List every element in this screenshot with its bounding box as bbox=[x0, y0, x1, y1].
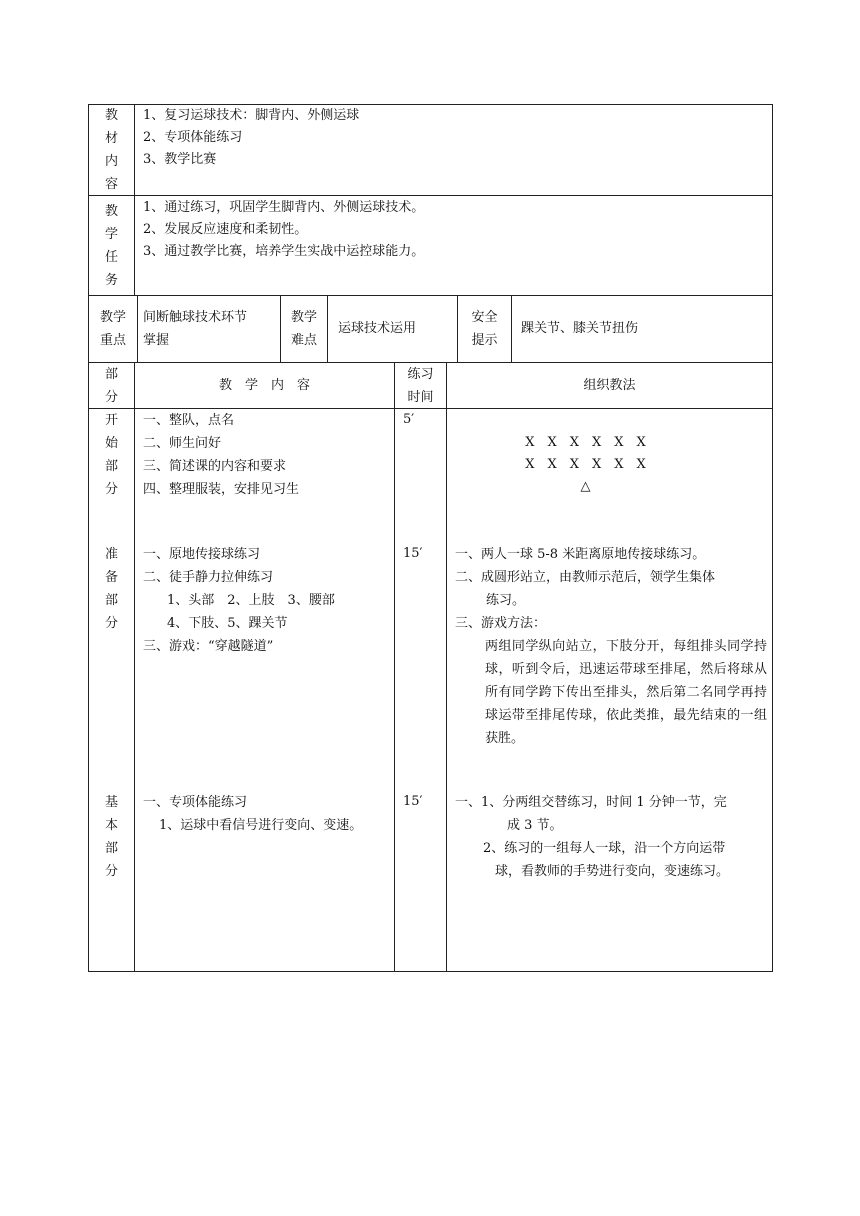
start-label bbox=[89, 409, 134, 501]
label-char: 分 bbox=[104, 864, 118, 879]
start-time: 5′ bbox=[403, 412, 415, 427]
content-item: 四、整理服装，安排见习生 bbox=[143, 482, 300, 497]
safety-value: 踝关节、膝关节扭伤 bbox=[521, 321, 639, 336]
materials-item: 3、教学比赛 bbox=[143, 152, 217, 167]
content-item: 三、简述课的内容和要求 bbox=[143, 459, 287, 474]
label-char: 备 bbox=[104, 570, 118, 585]
focus-label bbox=[89, 306, 137, 352]
content-subitem: 1、头部 2、上肢 3、腰部 bbox=[167, 593, 335, 608]
label-char: 容 bbox=[104, 177, 118, 192]
materials-item: 2、专项体能练习 bbox=[143, 130, 243, 145]
materials-list bbox=[143, 105, 359, 171]
label-char: 本 bbox=[104, 818, 118, 833]
materials-item: 1、复习运球技术：脚背内、外侧运球 bbox=[143, 108, 360, 123]
method-item: 二、成圆形站立，由教师示范后，领学生集体 bbox=[455, 570, 716, 585]
col-line bbox=[511, 295, 512, 363]
tasks-list bbox=[143, 197, 424, 263]
difficulty-value: 运球技术运用 bbox=[338, 321, 417, 336]
content-item: 二、师生问好 bbox=[143, 436, 222, 451]
label-char: 教 bbox=[104, 108, 118, 123]
prep-time: 15′ bbox=[403, 546, 423, 561]
label-char: 基 bbox=[104, 795, 118, 810]
prep-method bbox=[455, 543, 715, 635]
prep-label bbox=[89, 543, 134, 635]
tasks-item: 3、通过教学比赛，培养学生实战中运控球能力。 bbox=[143, 244, 425, 259]
content-subitem: 4、下肢、5、踝关节 bbox=[167, 616, 288, 631]
tasks-item: 2、发展反应速度和柔韧性。 bbox=[143, 222, 308, 237]
formation-row: X X X X X X bbox=[525, 457, 646, 472]
row-line bbox=[88, 195, 773, 196]
label-char: 部 bbox=[104, 841, 118, 856]
basic-label bbox=[89, 791, 134, 883]
difficulty-label bbox=[281, 306, 327, 352]
label-char: 部 bbox=[104, 593, 118, 608]
method-item: 一、1、分两组交替练习，时间 1 分钟一节，完 bbox=[455, 795, 727, 810]
start-content bbox=[143, 409, 299, 501]
col-line bbox=[137, 295, 138, 363]
content-item: 一、原地传接球练习 bbox=[143, 547, 261, 562]
header-method: 组织教法 bbox=[583, 378, 636, 393]
content-subitem: 1、运球中看信号进行变向、变速。 bbox=[159, 818, 363, 833]
label-line: 练习 bbox=[407, 367, 434, 382]
col-line bbox=[394, 362, 395, 972]
col-line bbox=[134, 362, 135, 972]
label-char: 教 bbox=[104, 204, 118, 219]
label-char: 始 bbox=[104, 436, 118, 451]
value-line: 间断触球技术环节 bbox=[143, 310, 248, 325]
method-item: 三、游戏方法： bbox=[455, 616, 547, 631]
label-char: 分 bbox=[104, 390, 118, 405]
safety-label bbox=[458, 306, 511, 352]
col-line bbox=[327, 295, 328, 363]
content-item: 一、整队，点名 bbox=[143, 413, 235, 428]
method-item: 一、两人一球 5-8 米距离原地传接球练习。 bbox=[455, 547, 706, 562]
label-char: 务 bbox=[104, 273, 118, 288]
content-item: 三、游戏：“穿越隧道” bbox=[143, 639, 274, 654]
label-char: 材 bbox=[104, 131, 118, 146]
method-item: 练习。 bbox=[486, 593, 526, 608]
label-line: 难点 bbox=[290, 333, 317, 348]
label-line: 提示 bbox=[471, 333, 498, 348]
label-char: 任 bbox=[104, 250, 118, 265]
label-char: 部 bbox=[104, 459, 118, 474]
formation-row: X X X X X X bbox=[525, 435, 646, 450]
header-time bbox=[395, 363, 446, 409]
tasks-item: 1、通过练习，巩固学生脚背内、外侧运球技术。 bbox=[143, 200, 425, 215]
label-char: 分 bbox=[104, 616, 118, 631]
header-part bbox=[89, 363, 134, 409]
game-description: 两组同学纵向站立，下肢分开，每组排头同学持球，听到令后，迅速运带球至排尾，然后将球从所有同学跨下传出至排头，然后第二名同学再持球运带至排尾传球，依此类推，最先结束的一组获胜。 bbox=[485, 639, 767, 746]
label-line: 重点 bbox=[99, 333, 126, 348]
basic-method bbox=[455, 791, 729, 883]
col-line bbox=[772, 104, 773, 972]
method-item: 2、练习的一组每人一球，沿一个方向运带 bbox=[483, 841, 726, 856]
label-line: 安全 bbox=[471, 310, 498, 325]
label-char: 开 bbox=[104, 413, 118, 428]
label-char: 内 bbox=[104, 154, 118, 169]
label-char: 学 bbox=[104, 227, 118, 242]
method-item: 成 3 节。 bbox=[507, 818, 563, 833]
col-line bbox=[134, 104, 135, 296]
content-item: 二、徒手静力拉伸练习 bbox=[143, 570, 274, 585]
label-char: 部 bbox=[104, 367, 118, 382]
label-line: 时间 bbox=[407, 390, 434, 405]
value-line: 掌握 bbox=[143, 333, 170, 348]
label-char: 准 bbox=[104, 547, 118, 562]
label-line: 教学 bbox=[290, 310, 317, 325]
row-line bbox=[88, 971, 773, 972]
formation-diagram bbox=[447, 432, 724, 498]
label-line: 教学 bbox=[99, 310, 126, 325]
method-item: 球，看教师的手势进行变向，变速练习。 bbox=[495, 864, 730, 879]
label-char: 分 bbox=[104, 482, 118, 497]
prep-content bbox=[143, 543, 335, 658]
focus-value bbox=[143, 306, 247, 352]
materials-label bbox=[89, 104, 134, 196]
header-content: 教 学 内 容 bbox=[218, 378, 310, 393]
teacher-marker: △ bbox=[580, 479, 591, 494]
basic-content bbox=[143, 791, 362, 837]
basic-time: 15′ bbox=[403, 794, 423, 809]
content-item: 一、专项体能练习 bbox=[143, 795, 248, 810]
tasks-label bbox=[89, 200, 134, 292]
row-line bbox=[88, 295, 773, 296]
